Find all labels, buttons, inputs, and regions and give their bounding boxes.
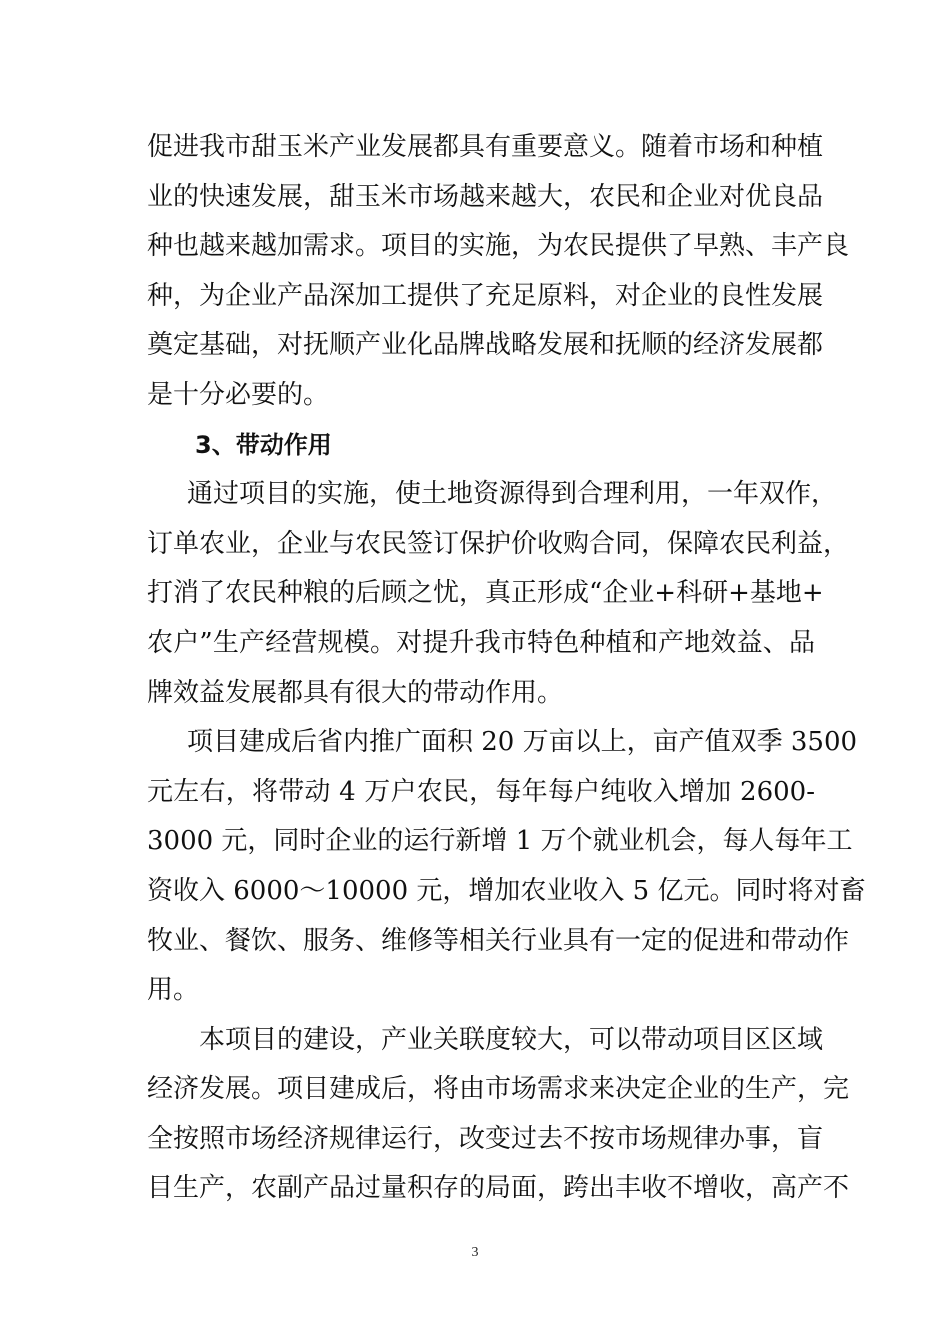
body-text bbox=[147, 123, 866, 1214]
paragraph-line: 用。 bbox=[147, 975, 200, 1006]
paragraph-line: 奠定基础，对抚顺产业化品牌战略发展和抚顺的经济发展都 bbox=[147, 330, 824, 361]
paragraph-line: 通过项目的实施，使土地资源得到合理利用，一年双作， bbox=[187, 479, 838, 510]
paragraph-line: 本项目的建设，产业关联度较大，可以带动项目区区域 bbox=[199, 1024, 824, 1055]
paragraph-line: 项目建成后省内推广面积 20 万亩以上，亩产值双季 3500 bbox=[187, 727, 858, 758]
paragraph-line: 打消了农民种粮的后顾之忧，真正形成“企业+科研+基地+ bbox=[147, 578, 824, 609]
paragraph-line: 促进我市甜玉米产业发展都具有重要意义。随着市场和种植 bbox=[147, 132, 824, 162]
paragraph-line: 牧业、餐饮、服务、维修等相关行业具有一定的促进和带动作 bbox=[147, 925, 850, 956]
paragraph-line: 全按照市场经济规律运行，改变过去不按市场规律办事，盲 bbox=[147, 1123, 824, 1154]
paragraph-line: 业的快速发展，甜玉米市场越来越大，农民和企业对优良品 bbox=[147, 181, 824, 212]
paragraph-line: 种，为企业产品深加工提供了充足原料，对企业的良性发展 bbox=[147, 280, 824, 311]
paragraph-line: 是十分必要的。 bbox=[147, 379, 330, 410]
paragraph-line: 经济发展。项目建成后，将由市场需求来决定企业的生产，完 bbox=[147, 1074, 850, 1105]
paragraph-line: 3000 元，同时企业的运行新增 1 万个就业机会，每人每年工 bbox=[147, 826, 853, 857]
paragraph-line: 农户”生产经营规模。对提升我市特色种植和产地效益、品 bbox=[147, 627, 815, 658]
paragraph-line: 目生产，农副产品过量积存的局面，跨出丰收不增收，高产不 bbox=[147, 1173, 850, 1204]
paragraph-line: 种也越来越加需求。项目的实施，为农民提供了早熟、丰产良 bbox=[147, 231, 850, 262]
paragraph-line: 牌效益发展都具有很大的带动作用。 bbox=[147, 677, 564, 708]
section-heading: 3、带动作用 bbox=[195, 430, 332, 459]
paragraph-line: 订单农业，企业与农民签订保护价收购合同，保障农民利益， bbox=[147, 528, 850, 559]
paragraph-line: 资收入 6000～10000 元，增加农业收入 5 亿元。同时将对畜 bbox=[147, 875, 866, 906]
paragraph-line: 元左右，将带动 4 万户农民，每年每户纯收入增加 2600- bbox=[147, 776, 815, 807]
page-number: 3 bbox=[471, 1245, 479, 1260]
